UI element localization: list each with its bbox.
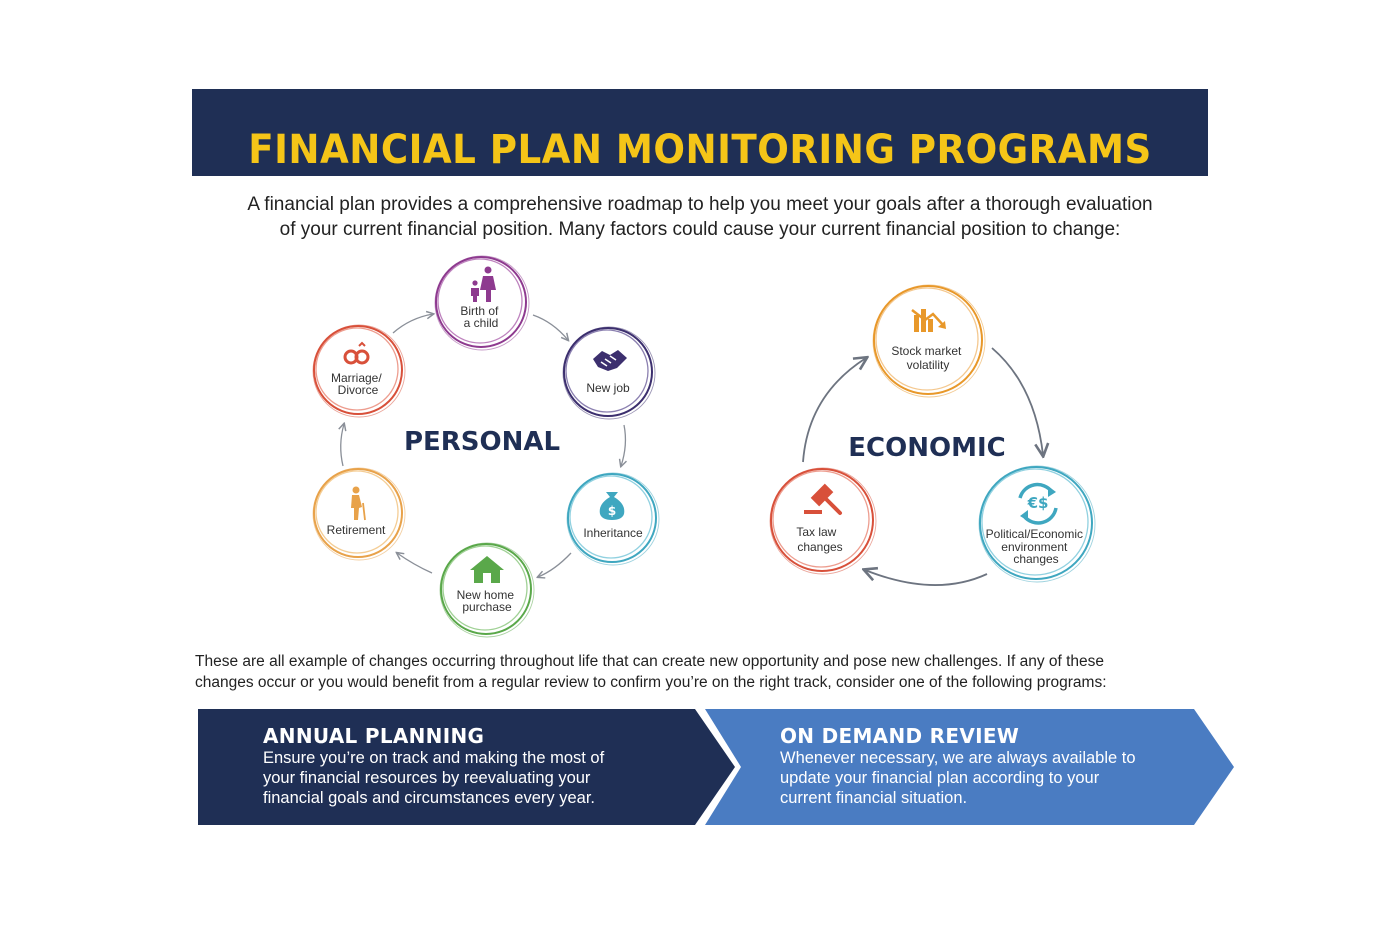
- svg-text:€$: €$: [1027, 494, 1049, 512]
- outro-line-2: changes occur or you would benefit from a regular review to confirm you’re on the right track, consider one of the following programs:: [195, 674, 1107, 691]
- annual-planning-line-1: Ensure you’re on track and making the most of: [263, 749, 605, 767]
- stock-market-label: Stock market volatility: [891, 344, 962, 372]
- marriage-divorce-label: Marriage/ Divorce: [330, 371, 382, 397]
- birth-of-child-label: Birth of a child: [460, 304, 499, 330]
- on-demand-review-line-1: Whenever necessary, we are always available to: [780, 749, 1136, 767]
- retirement-label: Retirement: [326, 523, 386, 537]
- intro-line-2: of your current financial position. Many factors could cause your current financial position to change:: [279, 219, 1121, 240]
- on-demand-review-line-3: current financial situation.: [780, 789, 968, 807]
- outro-line-1: These are all example of changes occurring throughout life that can create new opportunity and pose new challenges. If any of these: [195, 653, 1105, 670]
- economic-label: ECONOMIC: [848, 433, 1006, 463]
- annual-planning-title: ANNUAL PLANNING: [263, 724, 485, 748]
- svg-text:$: $: [607, 504, 617, 518]
- on-demand-review-title: ON DEMAND REVIEW: [780, 724, 1020, 748]
- intro-line-1: A financial plan provides a comprehensive roadmap to help you meet your goals after a thorough evaluation: [247, 194, 1153, 215]
- annual-planning-line-2: your financial resources by reevaluating your: [263, 769, 591, 787]
- on-demand-review-card[interactable]: [780, 726, 1136, 808]
- page-title: FINANCIAL PLAN MONITORING PROGRAMS: [248, 127, 1152, 173]
- political-economic-label: Political/Economic environment changes: [985, 527, 1084, 566]
- annual-planning-line-3: financial goals and circumstances every year.: [263, 789, 595, 807]
- new-home-label: New home purchase: [456, 588, 515, 614]
- inheritance-label: Inheritance: [583, 526, 643, 540]
- tax-law-label: Tax law changes: [796, 525, 843, 554]
- annual-planning-card[interactable]: [263, 726, 604, 808]
- personal-label: PERSONAL: [403, 427, 561, 457]
- new-job-label: New job: [586, 381, 630, 395]
- on-demand-review-line-2: update your financial plan according to your: [780, 769, 1100, 787]
